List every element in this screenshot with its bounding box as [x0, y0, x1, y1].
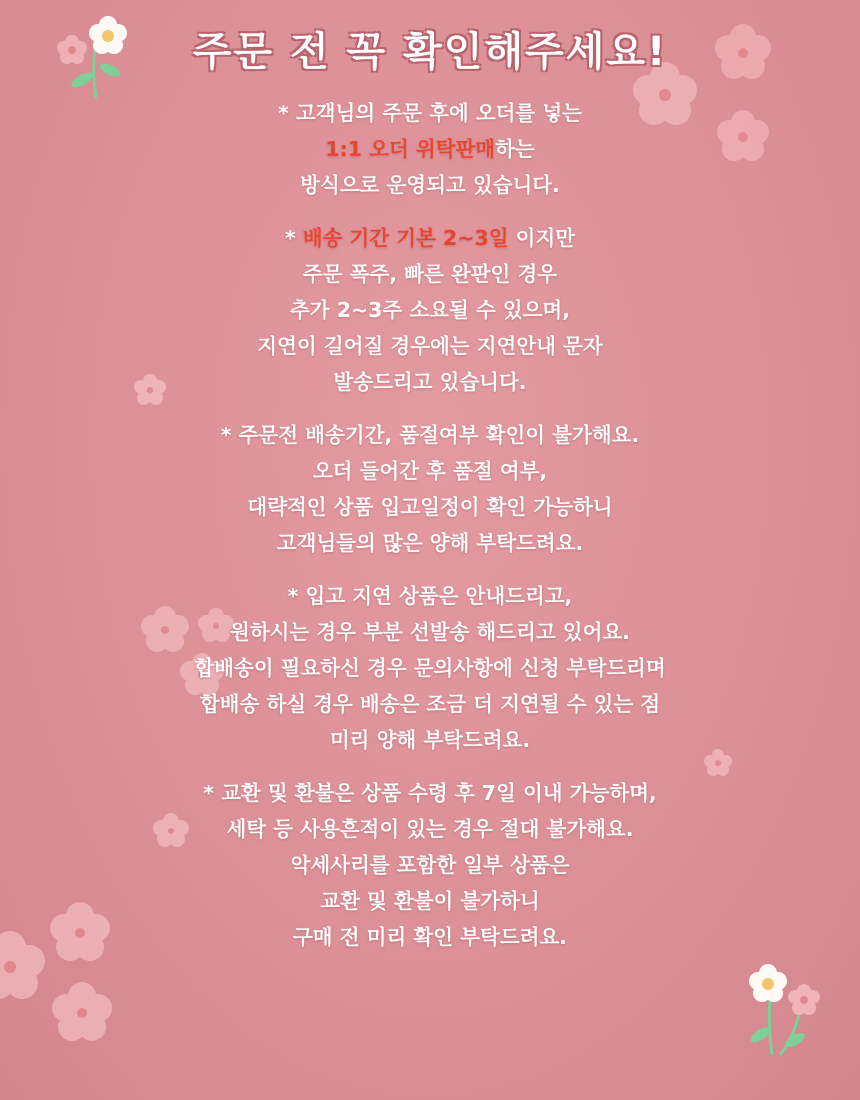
notice-line	[0, 650, 860, 686]
line-text: 오더 들어간 후 품절 여부,	[312, 459, 548, 483]
notice-section-delayed-items	[0, 578, 860, 758]
notice-line	[0, 453, 860, 489]
line-text: 원하시는 경우 부분 선발송 해드리고 있어요.	[230, 620, 630, 644]
highlight-text: 배송 기간 기본 2~3일	[302, 226, 509, 250]
bottom-right-flower-icon	[740, 960, 840, 1060]
line-text: 합배송 하실 경우 배송은 조금 더 지연될 수 있는 점	[199, 692, 661, 716]
line-text: 대략적인 상품 입고일정이 확인 가능하니	[247, 495, 613, 519]
line-text: *	[284, 226, 303, 250]
line-text: * 입고 지연 상품은 안내드리고,	[287, 584, 573, 608]
notice-section-stock-check	[0, 417, 860, 561]
notice-line	[0, 686, 860, 722]
notice-line	[0, 417, 860, 453]
line-text: 이지만	[508, 226, 576, 250]
notice-line	[0, 364, 860, 400]
line-text: 악세사리를 포함한 일부 상품은	[290, 853, 570, 877]
line-text: * 교환 및 환불은 상품 수령 후 7일 이내 가능하며,	[203, 781, 657, 805]
notice-section-shipping-period	[0, 220, 860, 400]
notice-line	[0, 883, 860, 919]
line-text: 고객님들의 많은 양해 부탁드려요.	[276, 531, 584, 555]
notice-section-exchange-refund	[0, 775, 860, 955]
line-text: 구매 전 미리 확인 부탁드려요.	[293, 925, 567, 949]
notice-line	[0, 722, 860, 758]
line-text: 합배송이 필요하신 경우 문의사항에 신청 부탁드리며	[194, 656, 666, 680]
line-text: 교환 및 환불이 불가하니	[320, 889, 540, 913]
line-text: 추가 2~3주 소요될 수 있으며,	[289, 298, 571, 322]
page-title: 주문 전 꼭 확인해주세요!	[192, 29, 668, 75]
line-text: 지연이 길어질 경우에는 지연안내 문자	[257, 334, 603, 358]
line-text: * 고객님의 주문 후에 오더를 넣는	[278, 101, 582, 125]
line-text: 주문 폭주, 빠른 완판인 경우	[302, 262, 558, 286]
notice-line	[0, 95, 860, 131]
notice-line	[0, 525, 860, 561]
notice-line	[0, 167, 860, 203]
highlight-text: 1:1 오더 위탁판매	[325, 137, 496, 161]
notice-line	[0, 220, 860, 256]
notice-line	[0, 847, 860, 883]
notice-line	[0, 614, 860, 650]
line-text: 하는	[495, 137, 535, 161]
notice-line	[0, 775, 860, 811]
notice-line	[0, 578, 860, 614]
line-text: 발송드리고 있습니다.	[333, 370, 527, 394]
line-text: * 주문전 배송기간, 품절여부 확인이 불가해요.	[220, 423, 640, 447]
notice-line	[0, 811, 860, 847]
notice-line	[0, 328, 860, 364]
notice-line	[0, 919, 860, 955]
notice-content	[0, 95, 860, 972]
notice-line	[0, 131, 860, 167]
notice-line	[0, 292, 860, 328]
notice-line	[0, 489, 860, 525]
line-text: 방식으로 운영되고 있습니다.	[300, 173, 560, 197]
notice-line	[0, 256, 860, 292]
line-text: 미리 양해 부탁드려요.	[329, 728, 531, 752]
line-text: 세탁 등 사용흔적이 있는 경우 절대 불가해요.	[226, 817, 634, 841]
notice-section-order-method	[0, 95, 860, 203]
